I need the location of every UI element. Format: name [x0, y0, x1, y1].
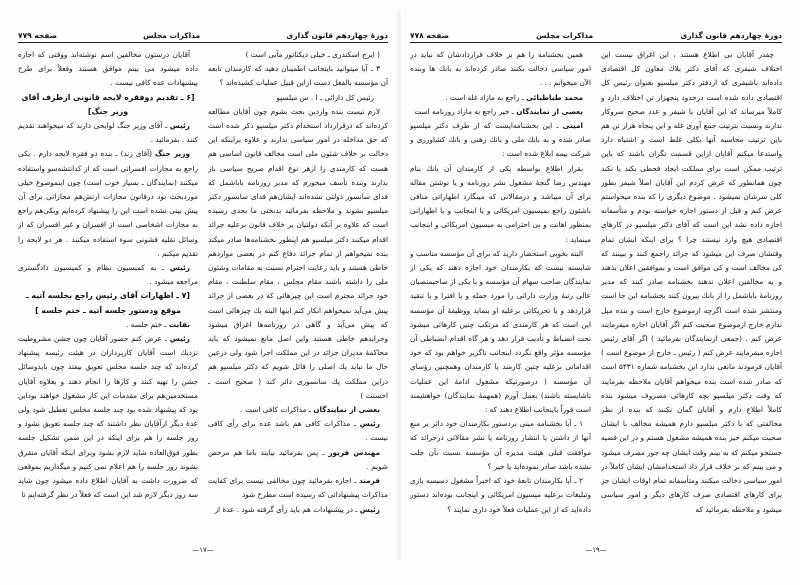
signature-line: رئیس کل دارائی ـ ا . س میلسپو — [276, 92, 374, 102]
speech-paragraph: بعضی از نمایندگان ـ خیر راجع به مازاد روزنامه است — [414, 106, 583, 116]
section-heading: [۷ ـ اظهارات آقای رئیس راجع بجلسه آتیه ـ موقع ودستور جلسه آتیه ـ ختم جلسه ] — [26, 291, 190, 315]
speaker-name: رئیس — [169, 263, 190, 273]
body-paragraph: بقرار اطلاع بواسطه یکی از کارمندان آن بانك بنام مهندس رضا گنجهٔ مشغول نشر روزنامه و یا نوشتن مقاله برای آن میباشد و درمقالاتی که مینگارد اظهاراتی منافی باشئون راجع بمیسیون امریکائی و یا اینجانب و یا اظهاراتی بمنظور اهانت و بی احترامی به میسیون امریکائی و اینجانب مینماید : — [410, 163, 591, 244]
speaker-name: مهندس فریور — [328, 447, 380, 457]
body-paragraph: ( ایرج اسکندری ـ خیلی دیکتاتور مآبی است ) — [245, 50, 380, 59]
speaker-name: بعضی از نمایندگان — [516, 106, 583, 116]
speech-paragraph: نقابت ـ ختم جلسه . — [126, 319, 190, 329]
section-title: مذاکرات مجلس — [143, 31, 201, 40]
speaker-name: رئیس — [359, 504, 380, 514]
speaker-name: امینی — [562, 121, 583, 131]
page-footer-number: —۱۹— — [585, 546, 607, 554]
right-column — [208, 48, 388, 542]
speech-paragraph: رئیس ـ به کمیسیون نظام و کمیسیون دادگستری مراجعه میشود . — [18, 263, 198, 287]
page-header — [410, 27, 782, 43]
section-title: مذاکرات مجلس — [536, 31, 594, 40]
page-number-label: صفحه ۷۷۸ — [410, 31, 449, 40]
body-paragraph: ۳ ـ آیا میتوانید باینجانب اطمینان دهید که کارمندان تابعه آن مؤسسه بالفعل دست ازاین قبیل عملیات کشیده‌اند ؟ — [208, 64, 388, 88]
speaker-name: وزیر جنگ — [155, 149, 191, 159]
text-columns — [410, 48, 782, 542]
journal-title: دورهٔ چهاردهم قانون گذاری — [286, 31, 388, 40]
speaker-name: بعضی از نمایندگان — [313, 405, 380, 415]
journal-title: دورهٔ چهاردهم قانون گذاری — [680, 31, 782, 40]
page-header — [18, 27, 388, 43]
speech-paragraph: وزیر جنگ (آقای زند) ـ بنده دو فقره لایحه دارم . یکی راجع به مجازات افسرانی است که از کدانتشه‌سو واستفاده میکنند (نمایندگان ـ بسیار خوب است) چون اینموضوع خیلی موردبحث بود درقانون مجازات ارتش‌هم مجازاتی برای آن پیش بینی نشده است این را پیشنهاد کرده‌ایم ویکی‌هم راجع به مجازات اشخاصی است از افسران و غیر افسران که از وسائل نقلیه قشونی سوء استفاده میکنند . هر دو لایحه را تقدیم میکنم . — [18, 149, 198, 258]
speaker-name: نقابت — [168, 319, 190, 329]
speech-paragraph: محمد طباطبائی ـ راجع به مازاد غله است . — [445, 92, 583, 102]
speaker-name: رئیس — [169, 121, 190, 131]
page-778 — [410, 0, 782, 560]
page-footer-number: —۱۷— — [192, 546, 214, 554]
page-779 — [18, 0, 388, 560]
section-heading: [۶ ـ تقدیم دوفقره لایحه قانونی ازطرف آقای وزیر جنگ] — [21, 92, 195, 116]
speech-paragraph: فرمند ـ اجازه بفرمائید چون مخالفی نیست برای کفایت مذاکرات پیشنهاداتی که رسیده است مطرح شود — [208, 476, 388, 500]
body-paragraph: چقدر آقایان بی اطلاع هستند ، این اغراق نیست این اختلاف شیفری که آقای دکتر بلاك معاون کل اقتصادی داده‌اند باشیفری که ازدفتر دکتر میلسپو بعنوان رئیس کل اقتصادی داده شده است درحدود پنجهزار تن اختلاف دارد و کاملاً میرساند که این آقایان با شیفر و عدد صحیح سروکار ندارند ونسبت بترتیب جمع آوری غله و این پنجاه هزار تن هم باین ترتیب محاسبه آنها بکلی غلط است و اشتباه دارد واستدعا میکنم آقایان ازاین قسمت نگران باشند که باین ترتیب ممکن است برای مملکت ایجاد قحطی بکند یا نکند چون همانطور که عرض کردم این آقایان اصلاً شیفر بطور کلی سرشان نمیشود . موضوع دیگری را که بنده میخواستم عرض کنم و قبل از دستور اجازه خواسته بودم و متأسفانه اجازه داده نشد این است که آقای دکتر میلسپو در کارهای اقتصادی هیچ وارد نیستند چرا ؟ برای اینکه ایشان تمام وقتشان صرف این میشود که جرائد راجمع کنند و ببینند که کی مخالف است و کی موافق است و بموافقین اعلان بدهند و به مخالفین اعلان ندهند بخشنامه صادر کنند که مدیر روزنامهٔ باباشمل را از بانك بیرون کنند بخشنامه این جا است ومنتشر شده است اگرچه ازموضوع خارج است و بنده میل ندارم خارج ازموضوع صحبت کنم اگر آقایان اجازه میفرمایند عرض کنم . (جمعی ازنمایندگان بفرمائید ) اگر آقای رئیس اجازه میفرمایند عرض کنم ( رئیس ـ خارج از موضوع است ) آقایان فرمودند مانعی ندارد این بخشنامه شماره ۵۴۳۱ است که صادر شده است بنده میخواهم آقایان ملاحظه بفرمایند که وقت دکتر میلسپو بچه کارهائی مصروف میشود بنده کاملاً اطلاع دارم و آقایان گمان نکنند که بنده از نظر مخالفتی که با دکتر میلسپو دارم همیشه مخالف با ایشان صحبت میکنم خیر بنده همیشه مشغول هستم و در این قضیه جستجو میکنم که به بینم وقت ایشان چه جور مصرف میشود و می بینم که بر خلاف قرار داد استخدامشان ایشان کاملاً در امور سیاسی دخالت میکنند ومتأسفانه تمام اوقات ایشان جز برای کارهای اقتصادی صرف کارهای دیگر و امور سیاسی میشود و ملاحظه بفرمائید که — [601, 50, 782, 514]
speech-paragraph: امینی ـ این بخشنامه‌ایست که از طرف دکتر میلسپو صادر شده و به بانك ملی و بانك رهنی و بانك کشاورزی و شرکت بیمه ابلاغ شده است : — [410, 121, 591, 159]
speech-paragraph: بعضی از نمایندگان ـ مذاکرات کافی است . — [240, 405, 380, 415]
text-columns — [18, 48, 388, 542]
speaker-name: فرمند — [358, 476, 380, 486]
body-paragraph: همین بخشنامه را هم بر خلاف قراردادشان که نباید در امور سیاسی دخالت بکنند صادر کرده‌اند به بانك ها وبنده الآن میخوانم . . . — [410, 50, 591, 88]
body-paragraph: ۱ ـ آیا بخشنامه مبنی بردستور بکارمندان خود دائر بر منع آنها از داشتن یا انتشار روزنامه یا نشر مقالاتی درجرائد که موافقت قبلی هیئت مدیره آن مؤسسه نسبت بآن جلب نشده باشد صادر نموده‌اید یا خیر ؟ — [410, 419, 591, 471]
body-paragraph: ۲ ـ آیا بکارمندان تابعهٔ خود که اخیراً مشغول دسیسه بازی وتبلیغات برعلیه میسیون امریکائی و اینجانب بوده‌اند دستور داده‌اید که از این عملیات فعلاً خود داری نمایند ؟ — [410, 476, 591, 514]
body-paragraph: لازم نیست بنده واردین بحث بشوم چون آقایان مطالعه کرده‌اند که درقرارداد استخدام دکتر میلسپو ذکر شده است که حق مداخله در امور سیاسی ندارند و علاوه براینکه این دخالت بر خلاف شئون ملی است مخالف قانون اساسی هم هست که کارمندی را ازهر نوع اقدام صریح سیاسی باز بدارند وبنده تأسف میخورم که مدیر روزنامه باباشمل که فدای سانسور دولتی نشده‌اند ایشان‌هم فدای سانسور دکتر میلسپو بشوند و ملاحظه بفرمائید بدبختی ما بحدی رسیده است که علاوه بر آنکه دولتیان بر خلاف قانون برعلیه جرائد اقدام میکنند دکتر میلسپو هم اینطور بخشنامه‌ها صادر میکند بنده نمیخواهم از تمام جرائد دفاع کنم در بعضی مواردهم خاطی هستند و باید رعایت احترام نسبت به مقامات وشئون ملی را داشته باشند مقام مجلس ، مقام سلطنت ، مقام خود جرائد محترم است این چیزهائی که در بعضی از جرائد پیش می‌آید نمیخواهم انکار کنم اینها البته یك چیزهائی است که پیش می‌آید و گاهی در روزنامه‌ها اغراق میشود وجرایدهم خاطی هستند واین اصل مانع نمیشود که باید محاکمهٔ مدیران جرائد در این مملکت اجرا شود ولی درعین حال ما نباید یك اصلی را قائل شویم که دکتر میلسپو هم دراین مملکت یك سانسوری دائر کند ( صحیح است ـ احسنت ) — [208, 106, 388, 400]
page-gutter — [396, 10, 402, 560]
left-column — [410, 48, 591, 542]
page-number-label: صفحه ۷۷۹ — [18, 31, 57, 40]
speech-paragraph: رئیس ـ عرض کنم حضور آقایان چون جشن مشروطیت نزدیك است آقایان کارپردازان در هیئت رئیسه پیشنهاد کرده‌اند که چند جلسه مجلس تعویق بیفتد چون بایدوسائل جشن را تهیه کنند و کارها را انجام دهند و بعلاوه آقایان مستخدمین‌هم برای مقدمات این کار مشغول خواهند بوداین بود که پیشنهاد شده بود چند جلسه مجلس تعطیل شود ولی عدهٔ دیگر ازآقایان نظر داشتند که چند جلسه تعویق نشود و روز جلسه را هم برای اینکه در این ضمن تشکیل جلسه بطور فوق‌العاده شاید لازم بشود وبرای اینکه آقایان متفرق نشوند روز جلسه را هم اعلام نمی کنیم و میگذاریم بموقعی که ضرورت داشت به آقایان اطلاع داده میشود چون شاید سه روز دیگر لازم شد این است که فعلاً در نظر گرفته‌ایم تا — [18, 334, 198, 500]
body-paragraph: آقایان درستون مخالفین اسم نوشته‌اند ووقتی که اجازه داده میشود می بینم موافق هستند وفعلاً برای طرح پیشنهادات عده کافی نیست . — [18, 50, 198, 88]
speech-paragraph: رئیس ـ در پیشنهادات هم باید رأی گرفته شود . عدهٔ از — [214, 504, 380, 514]
right-column — [601, 48, 782, 542]
speaker-name: محمد طباطبائی — [526, 92, 583, 102]
speech-paragraph: مهندس فریور ـ پس بفرمائید بیایند باما هم مرخص شویم . — [208, 447, 388, 471]
speaker-name: رئیس — [169, 334, 190, 344]
speaker-name: رئیس — [359, 419, 380, 429]
speech-paragraph: رئیس ـ مذاکرات کافی هم باشد عده برای رأی کافی نیست . — [208, 419, 388, 443]
left-column — [18, 48, 198, 542]
body-paragraph: البته بخوبی استحضار دارید که برای آن مؤسسه مناسب و شایسته نیست که بکارمندان خود اجازه دهند که یکی از نمایندگان صاحب سهام آن مؤسسه و یا یکی از صاحبمنصبان عالی رتبهٔ وزارت دارائی را مورد حمله و یا افترا و یا تنقید قراردهد و یا تحریکاتی برعلیه او بنماید ووظیفهٔ آن مؤسسه این است که هر کارمندی که مرتکب چنین کارهائی میشود تحت انضباط و تأدیب قرار دهد و هر گاه اقدام انضباطی آن مؤسسه مؤثر واقع نگردد اینجانب ناگزیر خواهم بود که خود اقداماتی برعلیه چنین کارمند یا کارمندان وهمچنین رؤسای آن مؤسسه ( درصورتیکه مشغول ادامهٔ این عملیات ناشایسته باشند) بعمل آورم (همهمهٔ نمایندگان) خواهشمند است فوراً باینجانب اطلاع دهند که : — [410, 248, 591, 415]
speech-paragraph: رئیس ـ آقای وزیر جنگ لوایحی دارند که میخواهند تقدیم کنند . بفرمائید . — [18, 121, 198, 145]
